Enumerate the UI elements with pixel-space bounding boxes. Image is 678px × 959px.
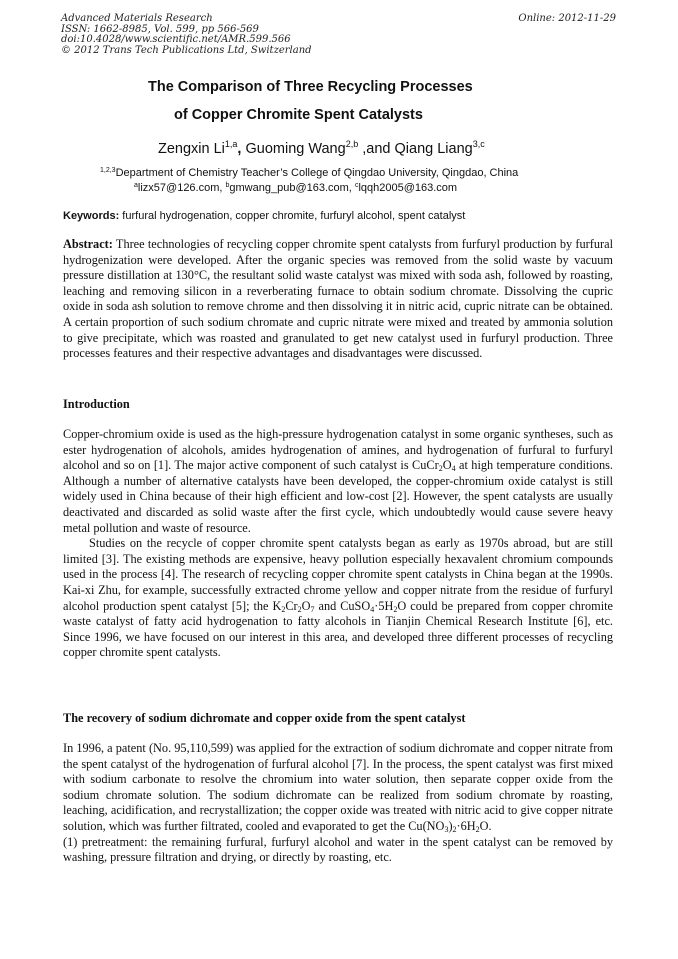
- affiliation: [100, 167, 518, 179]
- title-line-1: The Comparison of Three Recycling Processes: [148, 79, 473, 95]
- keywords-label: Keywords:: [63, 210, 120, 222]
- intro-paragraph-1: [63, 427, 613, 536]
- journal-name: Advanced Materials Research: [61, 13, 213, 24]
- author-sep-1: ,: [237, 141, 246, 157]
- s2-p1-sub2: 2: [452, 824, 457, 834]
- intro-body: [63, 427, 613, 661]
- intro-p1-c: at high temperature conditions. Although a number of alternative catalysts have been developed, the copper-chromium oxide catalyst is still widely used in China because of their high efficient and low-cost [2]. However, the spent catalysts are usually deactivated and discarded as solid waste after the first cycle, which undoubtedly would cause severe heavy metal pollution and waste of resource.: [63, 458, 613, 535]
- s2-p1-d: O.: [479, 818, 492, 833]
- email-a-sup: a: [134, 182, 138, 189]
- affiliation-text: Department of Chemistry Teacher’s College of Qingdao University, Qingdao, China: [115, 167, 519, 179]
- affiliation-sup: 1,2,3: [100, 167, 116, 174]
- issn-line: ISSN: 1662-8985, Vol. 599, pp 566-569: [61, 23, 259, 35]
- s2-p1-a: In 1996, a patent (No. 95,110,599) was applied for the extraction of sodium dichromate and copper nitrate from the spent catalyst of the hydrogenation of furfural alcohol [7]. In the process, the spent catalyst was first mixed with sodium carbonate to resolve the chromium into water solution, then separate copper oxide from the sodium chromate solution. The sodium dichromate can be realized from sodium chromate by roasting, leaching, acidification, and recrystallization; the copper oxide was treated with nitric acid to give copper nitrate solution, which was further filtrated, cooled and evaporated to get the Cu(NO: [63, 741, 613, 833]
- copyright-line: © 2012 Trans Tech Publications Ltd, Switzerland: [61, 44, 312, 56]
- journal-header: [61, 14, 616, 56]
- section2-paragraph-2: (1) pretreatment: the remaining furfural, furfuryl alcohol and water in the spent catalyst can be removed by washing, pressure filtration and drying, or directly by roasting, etc.: [63, 834, 613, 865]
- intro-p2-sub1: 2: [281, 604, 286, 614]
- author-2-sup: 2,b: [345, 139, 359, 149]
- intro-p1-sub1: 2: [438, 464, 443, 474]
- author-3: Qiang Liang: [394, 141, 473, 157]
- author-1: Zengxin Li: [158, 141, 225, 157]
- intro-p2-c: O: [301, 598, 311, 613]
- intro-heading: Introduction: [63, 397, 130, 411]
- intro-p1-sub2: 4: [451, 464, 456, 474]
- intro-p2-sub3: 7: [310, 604, 315, 614]
- email-c: lqqh2005@163.com: [358, 182, 458, 194]
- abstract: [63, 237, 613, 362]
- intro-p1-b: O: [442, 458, 452, 473]
- email-a: lizx57@126.com,: [137, 182, 226, 194]
- intro-p2-a: Studies on the recycle of copper chromite spent catalysts began as early as 1970s abroad, but are still limited [3]. The existing methods are expensive, heavy pollution especially hexavalent chromium compounds used in the process [4]. The research of recycling copper chromite spent catalysts in China began at the 1990s. Kai-xi Zhu, for example, successfully extracted chrome yellow and copper nitrate from the residue of furfuryl alcohol production spent catalyst [5]; the K: [63, 536, 613, 613]
- section2-heading: The recovery of sodium dichromate and copper oxide from the spent catalyst: [63, 711, 466, 725]
- section2-paragraph-1: [63, 741, 613, 835]
- intro-p2-e: ·5H: [374, 598, 394, 613]
- intro-paragraph-2: [63, 536, 613, 661]
- s2-p1-c: ·6H: [456, 818, 476, 833]
- author-3-sup: 3,c: [472, 139, 485, 149]
- email-b: gmwang_pub@163.com,: [229, 182, 355, 194]
- email-b-sup: b: [225, 182, 230, 189]
- intro-p2-f: O could be prepared from copper chromite waste catalyst of fatty acid hydrogenation to fatty alcohols in Tianjin Chemical Research Institute [6], etc. Since 1996, we have focused on our interest in this area, and developed three different processes of recycling copper chromite spent catalysts.: [63, 598, 613, 660]
- author-list: [158, 141, 485, 157]
- author-sep-2: ,and: [358, 141, 395, 157]
- s2-p1-sub3: 2: [475, 824, 480, 834]
- s2-p1-sub1: 3: [444, 824, 449, 834]
- section2-body: [63, 741, 613, 866]
- online-date: Online: 2012-11-29: [518, 13, 616, 24]
- intro-p2-sub4: 4: [370, 604, 375, 614]
- intro-p1-a: Copper-chromium oxide is used as the high-pressure hydrogenation catalyst in some organic syntheses, such as ester hydrogenation of alcohols, amides hydrogenation of amines, and hydrogenation of furfural to furfuryl alcohol and so on [1]. The major active component of such catalyst is CuCr: [63, 427, 613, 473]
- intro-p2-d: and CuSO: [314, 598, 371, 613]
- s2-p1-b: ): [448, 818, 453, 833]
- author-1-sup: 1,a: [224, 139, 238, 149]
- title-line-2: of Copper Chromite Spent Catalysts: [174, 107, 423, 123]
- abstract-text: Three technologies of recycling copper chromite spent catalysts from furfuryl production by furfural hydrogenization were developed. After the organic species was removed from the solid waste by vacuum pressure distillation at 130°C, the resultant solid waste catalyst was mixed with soda ash, followed by roasting, leaching and removing silicon in a reverberating furnace to obtain sodium chromate. Dissolving the cupric oxide in soda ash solution to remove chrome and then dissolving it in nitric acid, cupric nitrate can be obtained. A certain proportion of such sodium chromate and cupric nitrate were mixed and treated by ammonia solution to give precipitate, which was roasted and granulated to get new catalyst used in furfuryl production. Three processes features and their respective advantages and disadvantages were discussed.: [63, 237, 613, 361]
- keywords: [63, 210, 465, 222]
- email-list: [134, 182, 457, 194]
- intro-p2-sub2: 2: [297, 604, 302, 614]
- keywords-text: furfural hydrogenation, copper chromite, furfuryl alcohol, spent catalyst: [119, 210, 466, 222]
- intro-p2-sub5: 2: [393, 604, 398, 614]
- email-c-sup: c: [354, 182, 359, 189]
- author-2: Guoming Wang: [245, 141, 346, 157]
- doi-line: doi:10.4028/www.scientific.net/AMR.599.566: [61, 34, 291, 45]
- abstract-label: Abstract:: [63, 237, 113, 251]
- intro-p2-b: Cr: [285, 598, 298, 613]
